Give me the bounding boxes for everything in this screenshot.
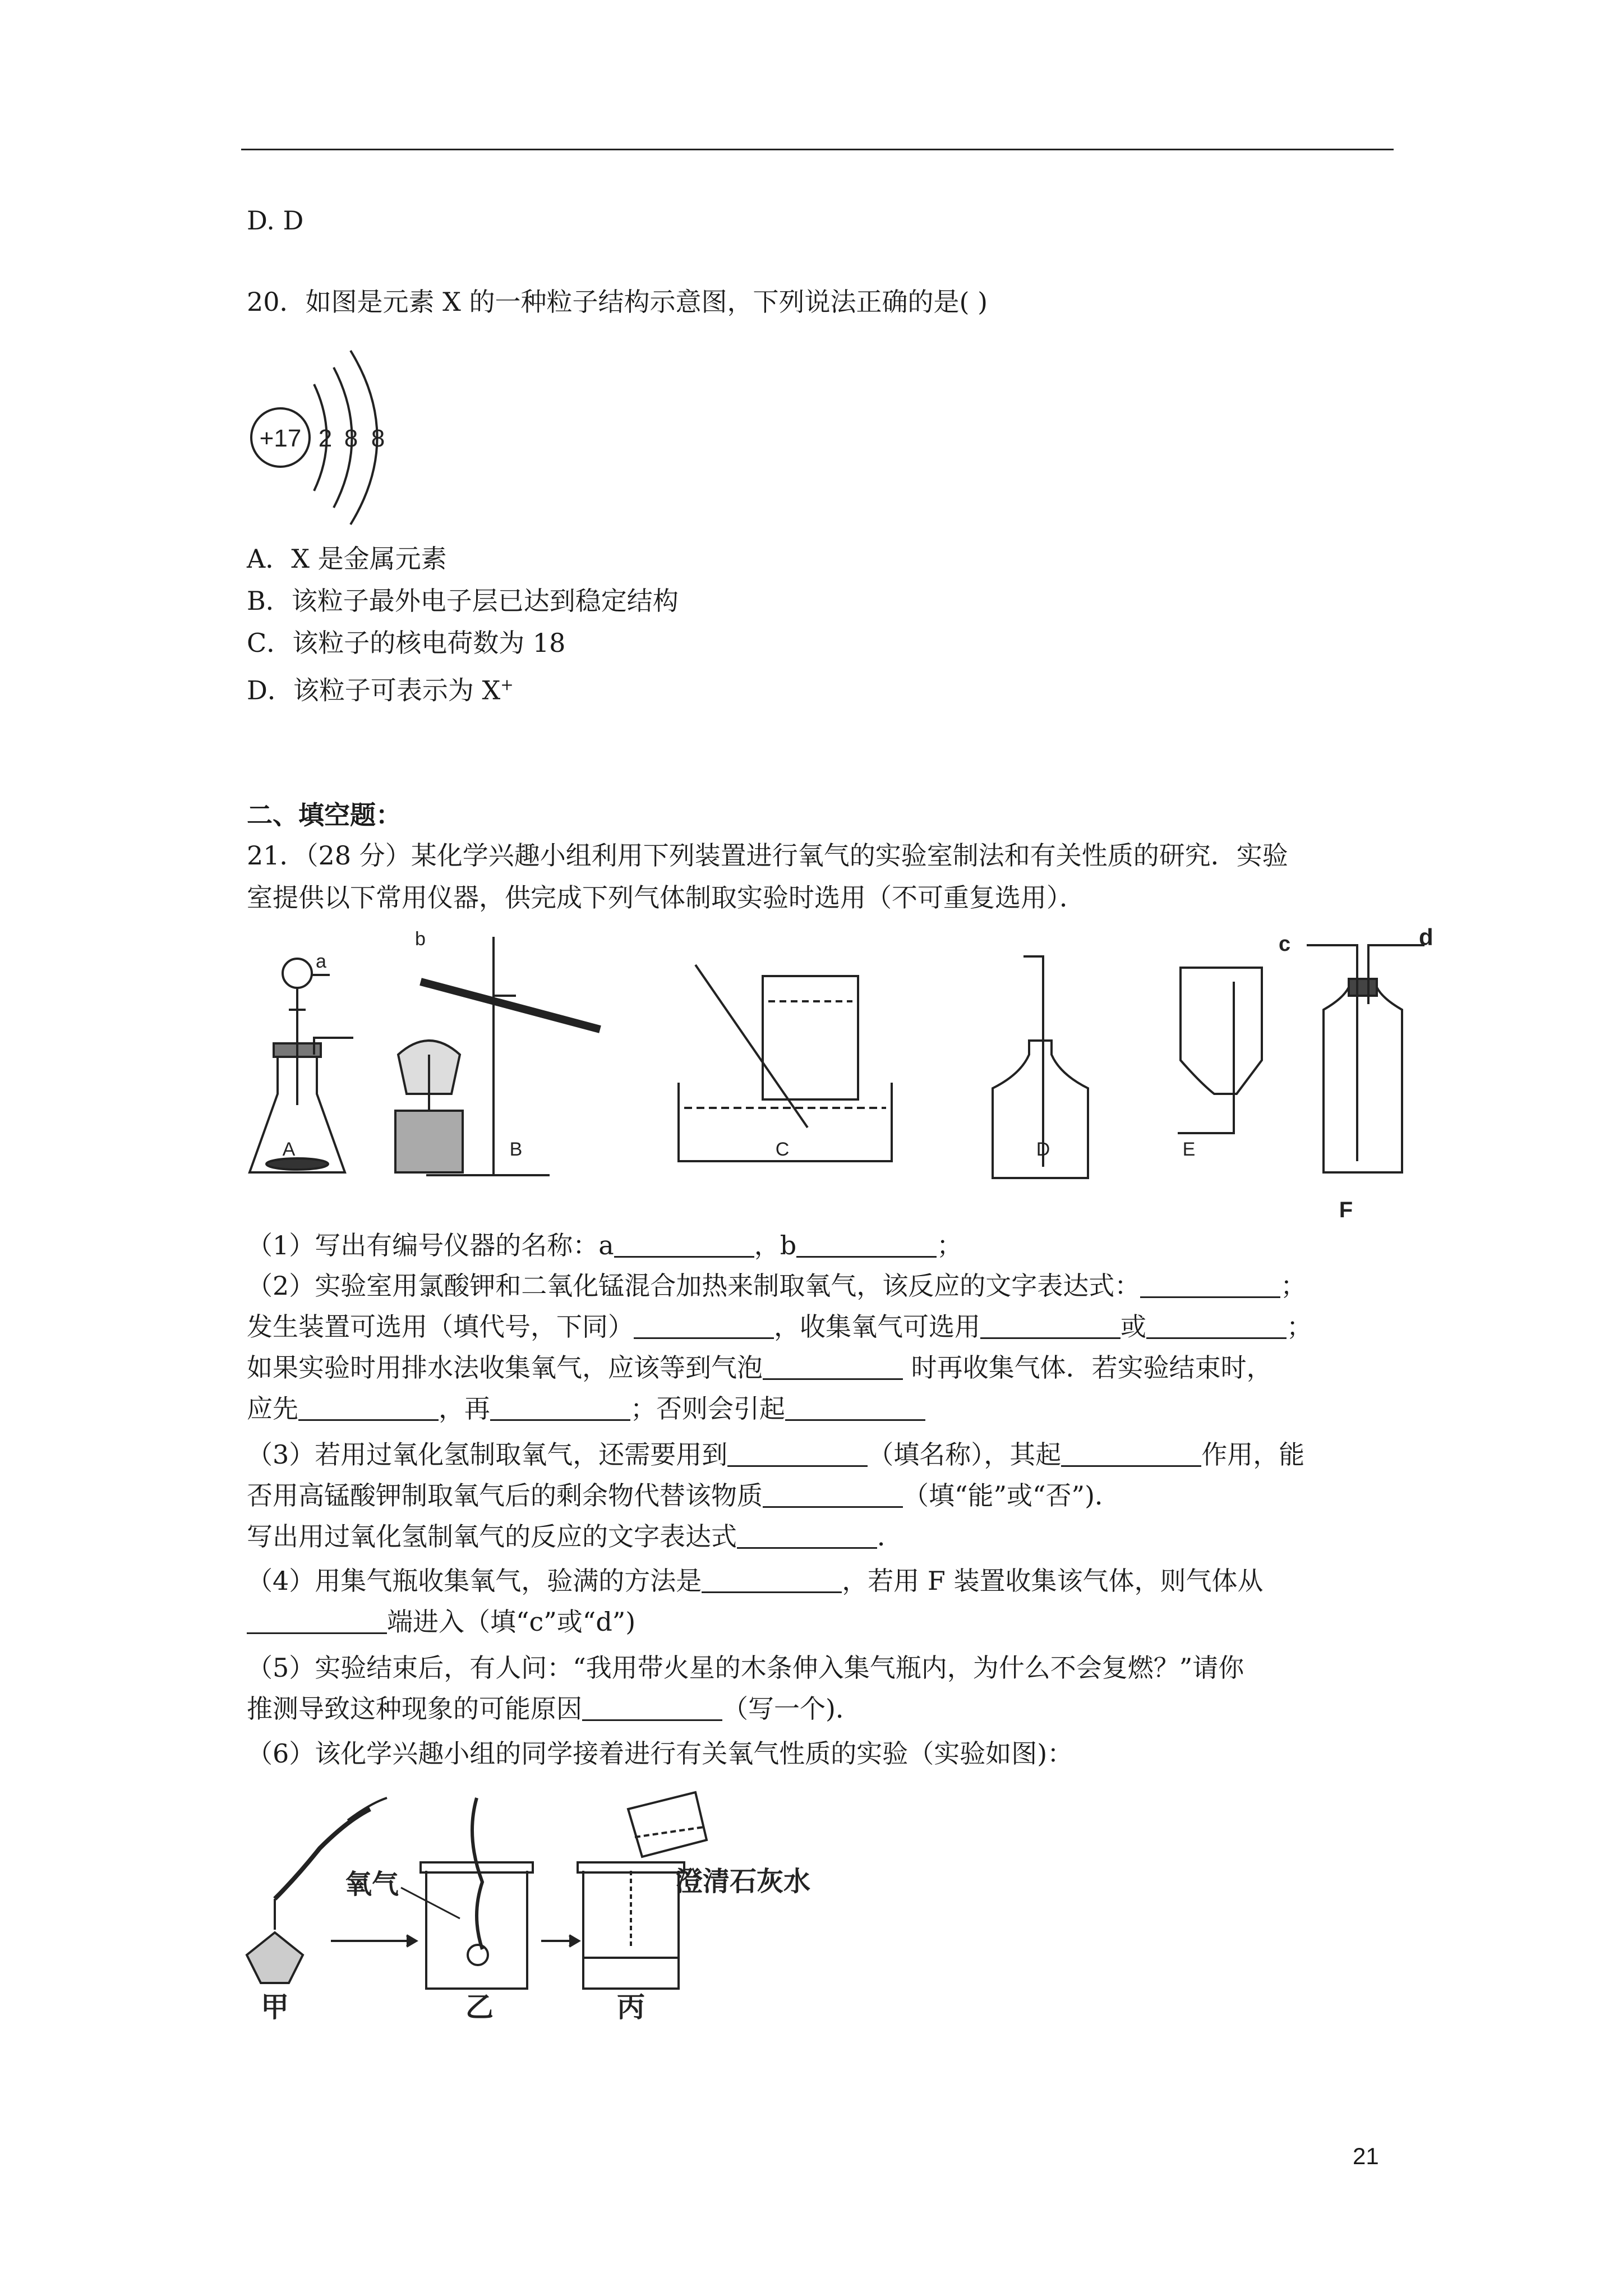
page-number: 21 bbox=[1353, 2143, 1379, 2169]
q21-part5-line1: （5）实验结束后，有人问：“我用带火星的木条伸入集气瓶内，为什么不会复燃？”请你 bbox=[247, 1653, 1244, 1683]
limewater-label: 澄清石灰水 bbox=[676, 1867, 811, 1897]
q20-option-d: D．该粒子可表示为 X+ bbox=[247, 675, 514, 706]
shell-electrons-2: 8 bbox=[344, 425, 358, 452]
q20-option-b: B．该粒子最外电子层已达到稳定结构 bbox=[247, 586, 679, 616]
apparatus-label-b: B bbox=[509, 1139, 523, 1160]
q21-part4-line2: 端进入（填“c”或“d”) bbox=[247, 1606, 635, 1637]
apparatus-label-f: F bbox=[1339, 1198, 1353, 1222]
part-a-label: a bbox=[316, 951, 326, 972]
q21-part4-line1: （4）用集气瓶收集氧气，验满的方法是 ，若用 F 装置收集该气体，则气体从 bbox=[247, 1566, 1264, 1596]
apparatus-label-d: D bbox=[1036, 1139, 1050, 1160]
q21-stem-line1: 21．（28 分）某化学兴趣小组利用下列装置进行氧气的实验室制法和有关性质的研究．实验 bbox=[247, 840, 1288, 871]
q21-part3-line1: （3）若用过氧化氢制取氧气，还需要用到 （填名称），其起 作用，能 bbox=[247, 1439, 1305, 1470]
port-d-label: d bbox=[1419, 924, 1433, 950]
apparatus-label-c: C bbox=[775, 1139, 790, 1160]
apparatus-label-e: E bbox=[1182, 1139, 1196, 1160]
q21-part2-line2: 发生装置可选用（填代号，下同） ，收集氧气可选用 或 ； bbox=[247, 1312, 1312, 1342]
q21-part6: （6）该化学兴趣小组的同学接着进行有关氧气性质的实验（实验如图)： bbox=[247, 1738, 1073, 1769]
q21-part3-line2: 否用高锰酸钾制取氧气后的剩余物代替该物质 （填“能”或“否”)． bbox=[247, 1480, 1121, 1511]
header-rule bbox=[241, 149, 1394, 150]
q21-stem-line2: 室提供以下常用仪器，供完成下列气体制取实验时选用（不可重复选用）． bbox=[247, 882, 1085, 913]
part-b-label: b bbox=[415, 928, 426, 950]
nucleus-charge: +17 bbox=[259, 425, 302, 452]
prev-option-d: D. D bbox=[247, 205, 304, 236]
q21-part2-line1: （2）实验室用氯酸钾和二氧化锰混合加热来制取氧气，该反应的文字表达式： ； bbox=[247, 1271, 1307, 1301]
q20-option-c: C．该粒子的核电荷数为 18 bbox=[247, 628, 566, 658]
q21-part5-line2: 推测导致这种现象的可能原因 （写一个)． bbox=[247, 1694, 861, 1724]
q20-option-a: A．X 是金属元素 bbox=[247, 544, 447, 574]
q21-part2-line3: 如果实验时用排水法收集氧气，应该等到气泡 时再收集气体．若实验结束时， bbox=[247, 1352, 1272, 1383]
shell-electrons-1: 2 bbox=[318, 425, 333, 452]
oxygen-experiment-figure bbox=[236, 1787, 880, 2022]
oxygen-label: 氧气 bbox=[345, 1870, 399, 1899]
atom-structure-diagram bbox=[241, 342, 426, 533]
step-label-bing: 丙 bbox=[617, 1991, 645, 2023]
step-label-yi: 乙 bbox=[465, 1991, 494, 2023]
step-label-jia: 甲 bbox=[261, 1991, 289, 2023]
q21-part1: （1）写出有编号仪器的名称：a ，b ； bbox=[247, 1230, 963, 1260]
q20-stem: 20．如图是元素 X 的一种粒子结构示意图，下列说法正确的是( ) bbox=[247, 287, 988, 317]
apparatus-figure bbox=[236, 924, 1433, 1228]
q21-part2-line4: 应先 ，再 ；否则会引起 bbox=[247, 1393, 925, 1424]
q21-part3-line3: 写出用过氧化氢制氧气的反应的文字表达式 ． bbox=[247, 1521, 903, 1552]
apparatus-label-a: A bbox=[282, 1139, 296, 1160]
shell-electrons-3: 8 bbox=[371, 425, 385, 452]
section-title: 二、填空题： bbox=[247, 800, 402, 830]
port-c-label: c bbox=[1279, 932, 1291, 956]
